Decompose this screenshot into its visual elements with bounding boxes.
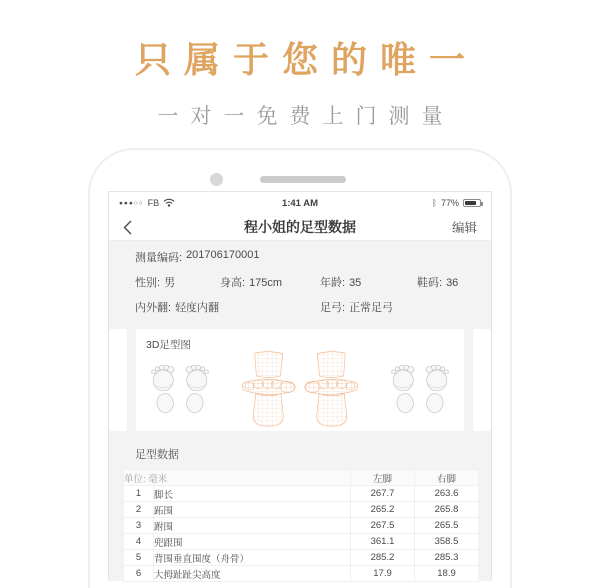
- model-carousel[interactable]: [109, 324, 491, 436]
- right-value: 263.6: [415, 486, 479, 502]
- left-value: 285.2: [351, 550, 415, 566]
- battery-icon: [463, 199, 481, 207]
- table-row: [124, 486, 479, 502]
- carrier-label: FB: [147, 198, 160, 208]
- hero-title: 只属于您的唯一: [134, 39, 478, 80]
- foot-data-table: [123, 469, 479, 582]
- hero-banner: [0, 0, 600, 130]
- table-row: [124, 502, 479, 518]
- unit-header: 单位: 毫米: [124, 470, 351, 486]
- signal-dots-icon: ●●●○○: [119, 199, 144, 207]
- measurement-code-row: [135, 249, 491, 265]
- metric-name: 跗围: [154, 518, 351, 534]
- phone-speaker: [260, 176, 346, 183]
- gender-field: 性别: 男: [135, 277, 176, 289]
- orange-wireframe-feet: [239, 350, 361, 428]
- arch-field: 足弓: 正常足弓: [320, 302, 394, 314]
- left-foot-column-header: 左脚: [351, 470, 415, 486]
- back-button[interactable]: [123, 220, 132, 235]
- bluetooth-icon: ᛒ: [431, 198, 437, 208]
- model-card-title: 3D足型图: [146, 339, 191, 351]
- row-number: 2: [124, 502, 154, 518]
- phone-screen: [108, 191, 492, 581]
- info-row-1: [135, 274, 491, 290]
- metric-name: 背围垂直围度（舟骨）: [154, 550, 351, 566]
- metric-name: 脚长: [154, 486, 351, 502]
- model-card[interactable]: [136, 329, 464, 431]
- table-row: [124, 534, 479, 550]
- left-value: 267.5: [351, 518, 415, 534]
- table-row: [124, 550, 479, 566]
- foot-data-section: [109, 436, 491, 582]
- phone-camera-dot: [210, 173, 223, 186]
- table-row: [124, 518, 479, 534]
- left-value: 267.7: [351, 486, 415, 502]
- right-value: 18.9: [415, 566, 479, 582]
- status-bar: [109, 192, 491, 214]
- gray-feet-scan-right: [390, 363, 450, 416]
- foot-data-title: 足型数据: [135, 449, 179, 461]
- carousel-next-card[interactable]: [473, 329, 491, 431]
- chevron-left-icon: [123, 220, 132, 235]
- nav-bar: [109, 214, 491, 241]
- right-value: 265.5: [415, 518, 479, 534]
- hero-subtitle: 一对一免费上门测量: [157, 105, 455, 128]
- right-value: 358.5: [415, 534, 479, 550]
- content-area: [109, 241, 491, 581]
- info-row-2: [135, 299, 491, 315]
- table-header-row: [124, 470, 479, 486]
- right-value: 285.3: [415, 550, 479, 566]
- metric-name: 大拇趾趾尖高度: [154, 566, 351, 582]
- phone-frame: [88, 148, 512, 588]
- right-value: 265.8: [415, 502, 479, 518]
- left-value: 361.1: [351, 534, 415, 550]
- metric-name: 跖围: [154, 502, 351, 518]
- page-title: 程小姐的足型数据: [244, 219, 356, 235]
- right-foot-column-header: 右脚: [415, 470, 479, 486]
- measurement-code-value: 201706170001: [186, 249, 260, 261]
- height-field: 身高: 175cm: [220, 277, 283, 289]
- left-value: 265.2: [351, 502, 415, 518]
- clock: 1:41 AM: [281, 197, 319, 209]
- battery-percent: 77%: [440, 198, 459, 208]
- feet-images-row: [136, 350, 464, 428]
- shoe-size-field: 鞋码: 36: [417, 277, 459, 289]
- metric-name: 兜跟围: [154, 534, 351, 550]
- carousel-prev-card[interactable]: [109, 329, 127, 431]
- measurement-code-label: 测量编码:: [135, 252, 183, 264]
- row-number: 6: [124, 566, 154, 582]
- age-field: 年龄: 35: [320, 277, 362, 289]
- pronation-field: 内外翻: 轻度内翻: [135, 302, 220, 314]
- measurement-info: [109, 241, 491, 324]
- edit-button[interactable]: 编辑: [451, 221, 477, 235]
- table-row: [124, 566, 479, 582]
- row-number: 1: [124, 486, 154, 502]
- gray-feet-scan-left: [150, 363, 210, 416]
- row-number: 5: [124, 550, 154, 566]
- row-number: 4: [124, 534, 154, 550]
- row-number: 3: [124, 518, 154, 534]
- status-right: [432, 198, 481, 208]
- left-value: 17.9: [351, 566, 415, 582]
